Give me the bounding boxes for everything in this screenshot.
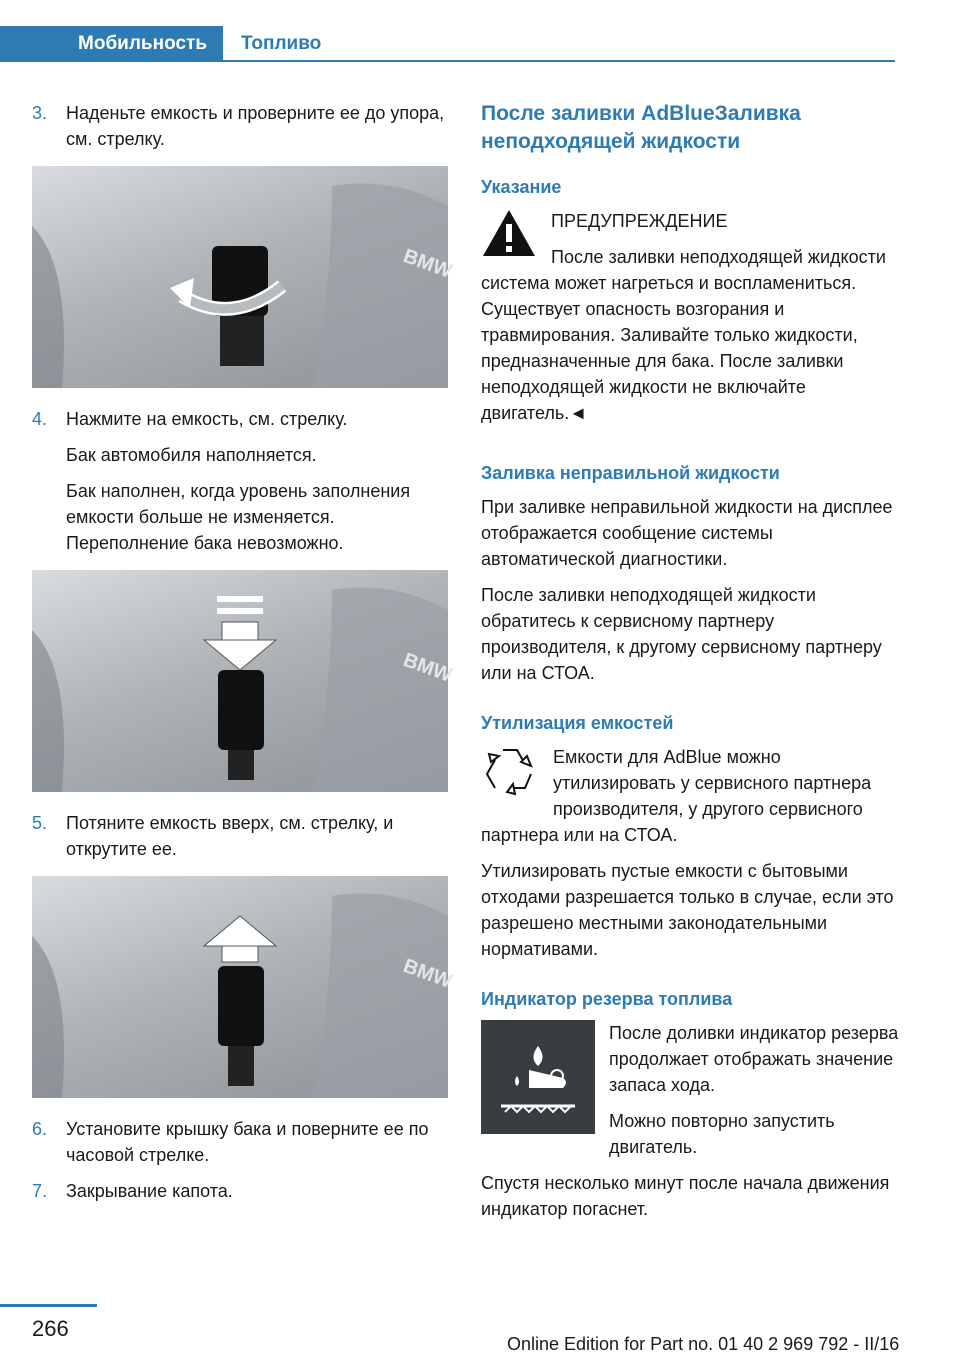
step-number: 7. xyxy=(32,1181,48,1201)
step-number: 6. xyxy=(32,1119,48,1139)
section-tab-fuel: Топливо xyxy=(241,33,322,54)
reserve-heading: Индикатор резерва топлива xyxy=(481,989,733,1009)
step-number: 5. xyxy=(32,813,48,833)
step-number: 3. xyxy=(32,103,48,123)
disposal-text: Емкости для AdBlue можно утилизировать у сервисного партнера производителя, у другого сервисного партнера или на СТОА. xyxy=(481,747,872,845)
page-header xyxy=(0,26,895,62)
step-3 xyxy=(32,100,448,152)
edition-text: Online Edition for Part no. 01 40 2 969 792 - II/16 xyxy=(507,1334,900,1354)
step-text: Нажмите на емкость, см. стрелку. xyxy=(66,409,348,429)
step-5 xyxy=(32,810,448,862)
section-tab-mobility: Мобильность xyxy=(0,26,223,62)
section-title: После заливки AdBlueЗаливка неподходящей жидкости xyxy=(481,102,801,153)
step-text: Наденьте емкость и проверните ее до упора, см. стрелку. xyxy=(66,103,445,149)
wrong-fluid-text: После заливки неподходящей жидкости обратитесь к сервисному партнеру производителя, к другому сервисному партнеру или на СТОА. xyxy=(481,585,882,683)
engine-brand-text: BMW xyxy=(400,955,455,993)
engine-brand-text: BMW xyxy=(400,649,455,687)
step-subtext: Бак наполнен, когда уровень заполнения емкости больше не изменяется. Переполнение бака невозможно. xyxy=(66,481,411,553)
step-4 xyxy=(32,406,448,556)
photo-pull-container xyxy=(32,876,455,1098)
footer-rule xyxy=(0,1304,97,1307)
step-6 xyxy=(32,1116,448,1168)
engine-brand-text: BMW xyxy=(400,245,455,283)
left-column xyxy=(32,100,455,1214)
step-text: Закрывание капота. xyxy=(66,1181,233,1201)
right-column xyxy=(481,100,901,1246)
wrong-fluid-heading: Заливка неправильной жидкости xyxy=(481,463,780,483)
wrong-fluid-block xyxy=(481,460,901,686)
fuel-reserve-indicator-icon xyxy=(481,1020,595,1139)
disposal-text: Утилизировать пустые емкости с бытовыми отходами разрешается только в случае, если это разрешено местными законодательными нормативами. xyxy=(481,861,894,959)
warning-label: ПРЕДУПРЕЖДЕНИЕ xyxy=(551,211,728,231)
warning-triangle-icon xyxy=(481,208,537,263)
page-number: 266 xyxy=(32,1316,69,1341)
photo-press-container xyxy=(32,570,455,792)
disposal-heading: Утилизация емкостей xyxy=(481,713,674,733)
warning-block xyxy=(481,174,901,436)
reserve-text: Спустя несколько минут после начала движения индикатор погаснет. xyxy=(481,1173,890,1219)
step-7 xyxy=(32,1178,448,1204)
reserve-text: Можно повторно запустить двигатель. xyxy=(609,1111,835,1157)
photo-twist-container xyxy=(32,166,455,388)
wrong-fluid-text: При заливке неправильной жидкости на дисплее отображается сообщение системы автоматической диагностики. xyxy=(481,497,893,569)
step-subtext: Бак автомобиля наполняется. xyxy=(66,445,317,465)
reserve-text: После доливки индикатор резерва продолжает отображать значение запаса хода. xyxy=(609,1023,899,1095)
note-heading: Указание xyxy=(481,177,562,197)
step-number: 4. xyxy=(32,409,48,429)
reserve-block xyxy=(481,986,901,1222)
header-rule xyxy=(223,60,895,62)
step-text: Потяните емкость вверх, см. стрелку, и открутите ее. xyxy=(66,813,394,859)
recycle-icon xyxy=(481,744,539,805)
warning-text: После заливки неподходящей жидкости система может нагреться и воспламениться. Существует опасность возгорания и травмирования. Заливайте только жидкости, предназначенные для бака. После заливки неподходящей жидкости не включайте двигатель.◄ xyxy=(481,247,886,423)
disposal-block xyxy=(481,710,901,962)
step-text: Установите крышку бака и поверните ее по часовой стрелке. xyxy=(66,1119,429,1165)
